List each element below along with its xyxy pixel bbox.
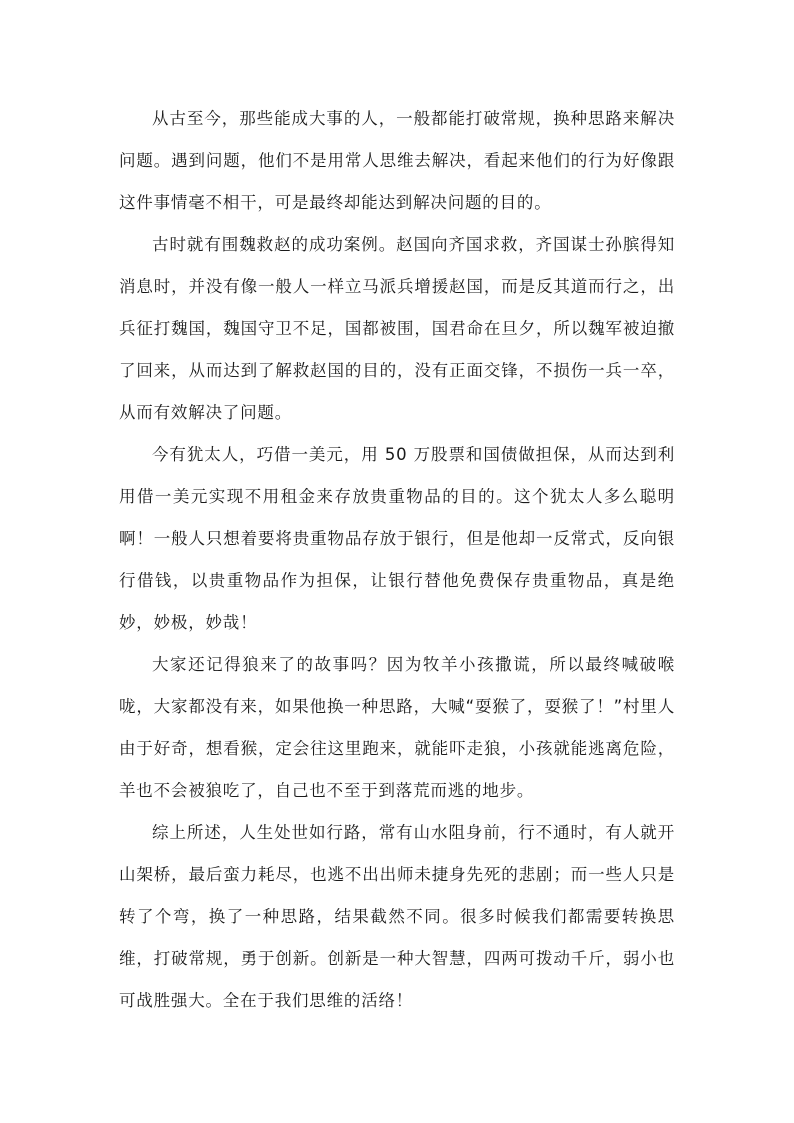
paragraph-jewish-man: 今有犹太人，巧借一美元，用 50 万股票和国债做担保，从而达到利用借一美元实现不用租金来存放贵重物品的目的。这个犹太人多么聪明啊！一般人只想着要将贵重物品存放于银行，但是他却一反常式，反向银行借钱，以贵重物品作为担保，让银行替他免费保存贵重物品，真是绝妙，妙极，妙哉！ bbox=[119, 445, 675, 632]
document-body bbox=[119, 98, 675, 1022]
paragraph-wolf-story: 大家还记得狼来了的故事吗？因为牧羊小孩撒谎，所以最终喊破喉咙，大家都没有来，如果他换一种思路，大喊“耍猴了，耍猴了！”村里人由于好奇，想看猴，定会往这里跑来，就能吓走狼，小孩就能逃离危险，羊也不会被狼吃了，自己也不至于到落荒而逃的地步。 bbox=[119, 655, 675, 800]
paragraph-wei-zhao: 古时就有围魏救赵的成功案例。赵国向齐国求救，齐国谋士孙膑得知消息时，并没有像一般人一样立马派兵增援赵国，而是反其道而行之，出兵征打魏国，魏国守卫不足，国都被围，国君命在旦夕，所以魏军被迫撤了回来，从而达到了解救赵国的目的，没有正面交锋，不损伤一兵一卒，从而有效解决了问题。 bbox=[119, 235, 675, 422]
paragraph-intro: 从古至今，那些能成大事的人，一般都能打破常规，换种思路来解决问题。遇到问题，他们不是用常人思维去解决，看起来他们的行为好像跟这件事情毫不相干，可是最终却能达到解决问题的目的。 bbox=[119, 109, 675, 212]
paragraph-conclusion: 综上所述，人生处世如行路，常有山水阻身前，行不通时，有人就开山架桥，最后蛮力耗尽，也逃不出出师未捷身先死的悲剧；而一些人只是转了个弯，换了一种思路，结果截然不同。很多时候我们都需要转换思维，打破常规，勇于创新。创新是一种大智慧，四两可拨动千斤，弱小也可战胜强大。全在于我们思维的活络！ bbox=[119, 823, 675, 1010]
